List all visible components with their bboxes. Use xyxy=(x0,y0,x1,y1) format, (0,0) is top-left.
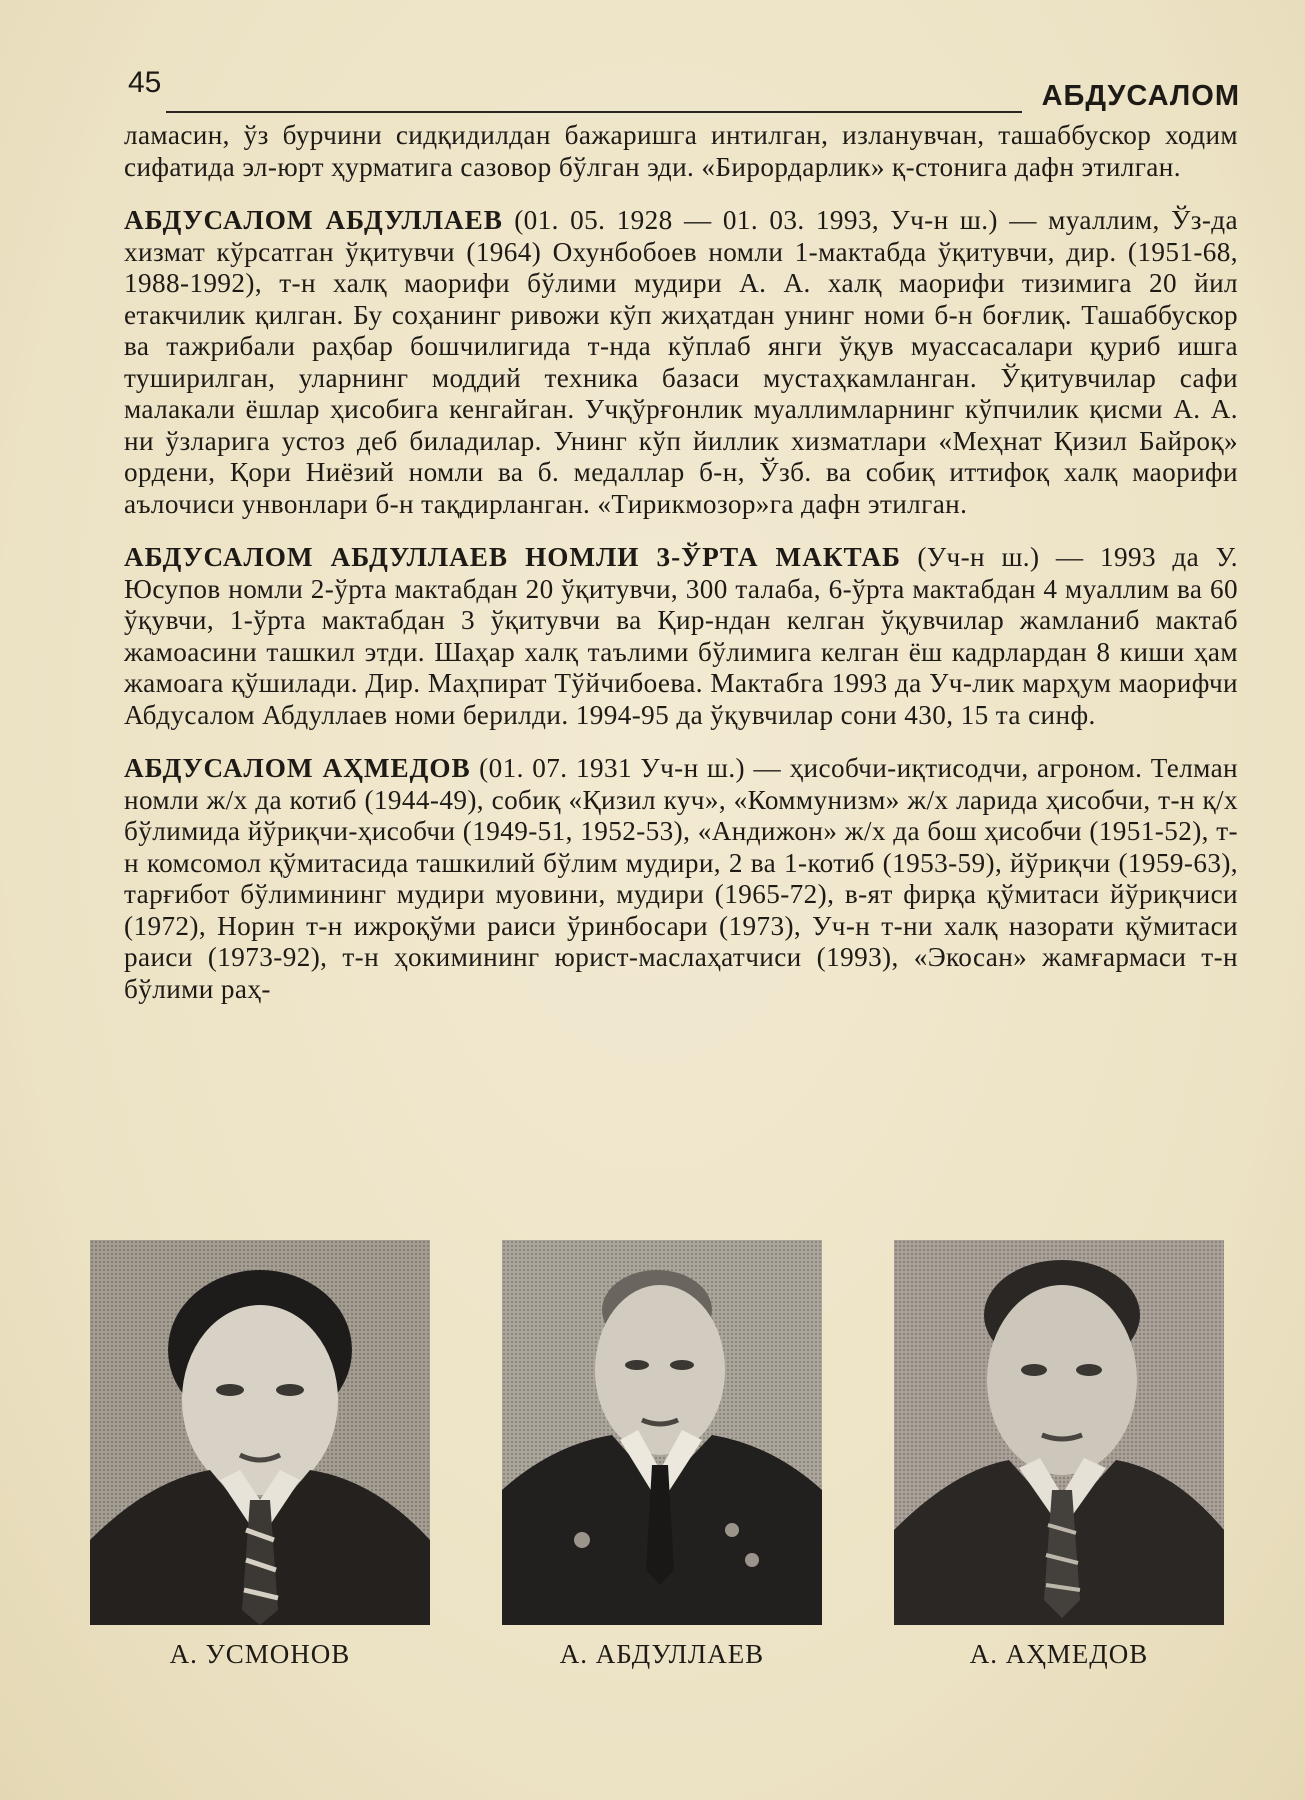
portrait-photo-icon xyxy=(502,1240,822,1625)
continuation-paragraph xyxy=(124,120,1238,183)
entry-text: (01. 05. 1928 — 01. 03. 1993, Уч-н ш.) — муаллим, Ўз-да хизмат кўрсатган ўқитувчи (1964) Охунбобоев номли 1-мактабда ўқитувчи, дир. (1951-68, 1988-1992), т-н халқ маорифи бўлими мудири А. А. халқ маорифи тизимига 20 йил етакчилик қилган. Бу соҳанинг ривожи кўп жиҳатдан унинг номи б-н боғлиқ. Ташаббускор ва тажрибали раҳбар бошчилигида т-нда кўплаб янги ўқув муассасалари қуриб ишга туширилган, уларнинг моддий техника базаси мустаҳкамланган. Ўқитувчилар сафи малакали ёшлар ҳисобига кенгайган. Учқўрғонлик муаллимларнинг кўпчилик қисми А. А. ни ўзларига устоз деб биладилар. Унинг кўп йиллик хизматлари «Меҳнат Қизил Байроқ» ордени, Қори Ниёзий номли ва б. медаллар б-н, Ўзб. ва собиқ иттифоқ халқ маорифи аълочиси унвонлари б-н тақдирланган. «Тирикмозор»га дафн этилган. xyxy=(124,205,1239,519)
entry-text: (01. 07. 1931 Уч-н ш.) — ҳисобчи-иқтисодчи, агроном. Телман номли ж/х да котиб (1944-49), собиқ «Қизил куч», «Коммунизм» ж/х ларида ҳисобчи, т-н қ/х бўлимида йўриқчи-ҳисобчи (1949-51, 1952-53), «Андижон» ж/х да бош ҳисобчи (1951-52), т-н комсомол қўмитасида ташкилий бўлим мудири, 2 ва 1-котиб (1953-59), йўриқчи (1959-63), тарғибот бўлимининг мудири муовини, мудири (1965-72), в-ят фирқа қўмитаси йўриқчиси (1972), Норин т-н ижроқўми раиси ўринбосари (1973), Уч-н т-ни халқ назорати қўмитаси раиси (1973-92), т-н ҳокимининг юрист-маслаҳатчиси (1993), «Экосан» жамғармаси т-н бўлими раҳ- xyxy=(124,753,1238,1004)
entry-heading: АБДУСАЛОМ АБДУЛЛАЕВ xyxy=(124,205,503,235)
entry-abdullaev xyxy=(124,205,1238,520)
header-rule xyxy=(166,111,1022,113)
page-number: 45 xyxy=(128,66,162,99)
running-head: АБДУСАЛОМ xyxy=(1041,80,1240,112)
portrait-photo-icon xyxy=(894,1240,1224,1625)
portrait-photo-icon xyxy=(90,1240,430,1625)
portrait-caption: А. АБДУЛЛАЕВ xyxy=(559,1639,765,1669)
entry-heading: АБДУСАЛОМ АҲМЕДОВ xyxy=(124,753,471,783)
entry-heading: АБДУСАЛОМ АБДУЛЛАЕВ НОМЛИ 3-ЎРТА МАКТАБ xyxy=(124,542,901,572)
entry-ahmedov xyxy=(124,753,1238,1005)
portrait-ahmedov xyxy=(894,1240,1224,1670)
entry-school xyxy=(124,542,1238,731)
portrait-row xyxy=(90,1240,1230,1680)
portrait-caption: А. АҲМЕДОВ xyxy=(969,1639,1149,1669)
page-header xyxy=(128,66,1240,114)
portrait-usmonov xyxy=(90,1240,430,1670)
portrait-caption: А. УСМОНОВ xyxy=(169,1639,351,1669)
article-body xyxy=(124,120,1238,1005)
paragraph-text: ламасин, ўз бурчини сидқидилдан бажаришга интилган, изланувчан, ташаббускор ходим сифатида эл-юрт ҳурматига сазовор бўлган эди. «Бирордарлик» қ-стонига дафн этилган. xyxy=(124,120,1238,182)
entry-text: (Уч-н ш.) — 1993 да У. Юсупов номли 2-ўрта мактабдан 20 ўқитувчи, 300 талаба, 6-ўрта мактабдан 4 муаллим ва 60 ўқувчи, 1-ўрта мактабдан 3 ўқитувчи ва Қир-ндан келган ўқувчилар жамланиб мактаб жамоасини ташкил этди. Шаҳар халқ таълими бўлимига келган ёш кадрлардан 8 киши ҳам жамоага қўшилади. Дир. Маҳпират Тўйчибоева. Мактабга 1993 да Уч-лик марҳум маорифчи Абдусалом Абдуллаев номи берилди. 1994-95 да ўқувчилар сони 430, 15 та синф. xyxy=(124,542,1238,730)
portrait-abdullaev xyxy=(502,1240,822,1670)
